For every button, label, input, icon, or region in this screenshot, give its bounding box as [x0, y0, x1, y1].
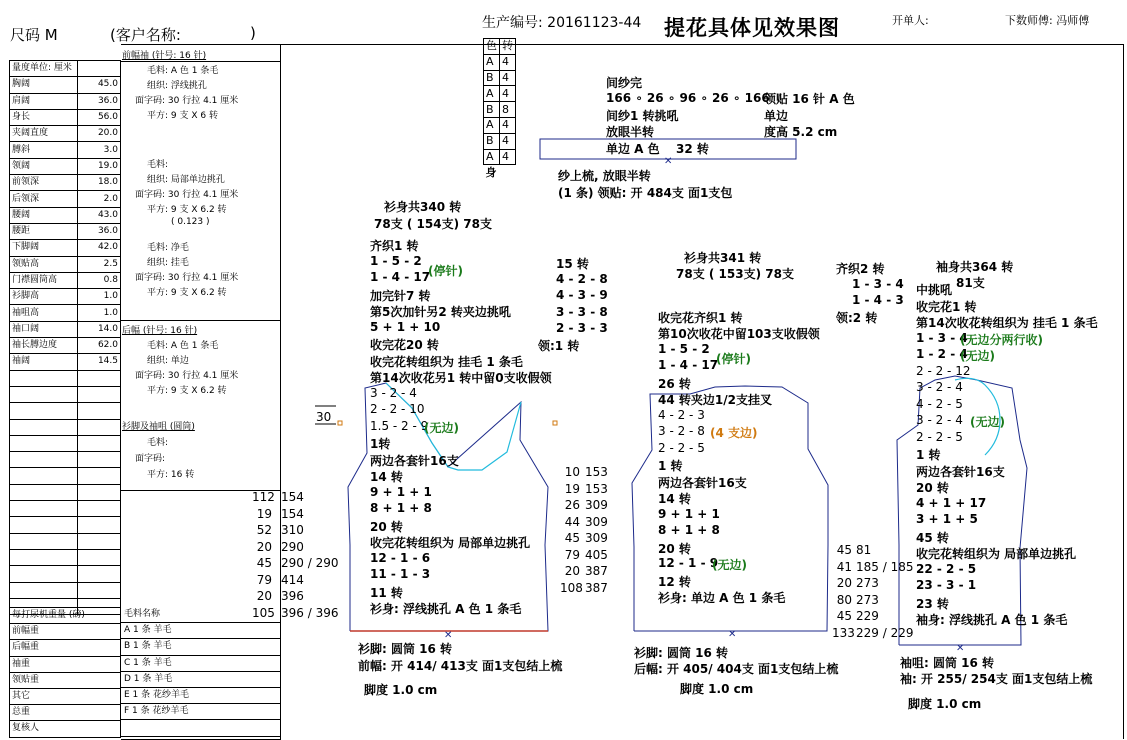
sleeve-hem: 袖咀: 圆筒 16 转	[900, 656, 995, 670]
front-step: 收完花转组织为 挂毛 1 条毛	[370, 355, 523, 369]
material-name: D 1 条 羊毛	[121, 671, 280, 687]
color-code: A	[484, 54, 500, 70]
stitch-count: 414	[281, 572, 304, 587]
sleeve-step: 45 转	[916, 531, 949, 545]
spec-label: 后领深	[10, 191, 78, 207]
hem-yarn: 毛料:	[147, 438, 169, 448]
designer-label: 下数师傅: 冯师傅	[1005, 14, 1090, 27]
spec-label: 肩阔	[10, 93, 78, 109]
spec-value: 45.0	[78, 77, 121, 93]
row-count-left: 10	[564, 465, 580, 479]
front-step: 2 - 2 - 10	[370, 402, 425, 416]
material-name: C 1 条 羊毛	[121, 655, 280, 671]
front-step: 14 转	[370, 470, 403, 484]
sec3-yarn: 毛料: 净毛	[147, 243, 189, 253]
row-count-left: 45	[836, 543, 852, 557]
front-step: 收完花转组织为 局部单边挑孔	[370, 536, 531, 550]
back-step: 8 + 1 + 8	[658, 523, 720, 537]
front-neck: 3 - 3 - 8	[556, 305, 608, 319]
collar-l3: 间纱1 转挑吼	[606, 109, 679, 123]
color-code: B	[484, 102, 500, 118]
back-step: 14 转	[658, 492, 691, 506]
row-count-left: 79	[256, 572, 272, 587]
stitch-count: 273	[856, 576, 879, 590]
color-grid-head: 色	[484, 39, 500, 55]
back-square: 平方: 9 支 X 6.2 转	[147, 386, 227, 396]
front-step: 20 转	[370, 520, 403, 534]
spec-label: 夹阔直度	[10, 126, 78, 142]
back-step: 衫身: 单边 A 色 1 条毛	[658, 591, 786, 605]
spec-value: 20.0	[78, 126, 121, 142]
collar-l1: 间纱完	[606, 76, 643, 90]
collar-b2: (1 条) 领贴: 开 484支 面1支包	[558, 186, 733, 200]
stitch-count: 290 / 290	[281, 556, 339, 570]
sleeve-hem: 脚度 1.0 cm	[908, 697, 982, 711]
spec-label: 腰距	[10, 223, 78, 239]
spec-label: 领贴高	[10, 256, 78, 272]
sec2-gauge: 面字码: 30 行拉 4.1 厘米	[135, 190, 239, 200]
collar-r3: 度高 5.2 cm	[764, 125, 838, 139]
spec-label: 膊斜	[10, 142, 78, 158]
sleeve-step: 1 - 4 - 3	[852, 293, 904, 307]
stitch-count: 387	[585, 564, 608, 578]
spec-label: 身长	[10, 109, 78, 125]
front-sleeve-title: 前幅袖 (针号: 16 针)	[122, 51, 207, 61]
front-step: 3 - 2 - 4	[370, 386, 417, 400]
spec-value: 0.8	[78, 272, 121, 288]
sleeve-total: 袖身共364 转	[936, 260, 1014, 274]
spec-value: 1.0	[78, 289, 121, 305]
back-hem: 衫脚: 圆筒 16 转	[634, 646, 729, 660]
spec-label: 袖阔	[10, 354, 78, 370]
row-count-left: 26	[564, 498, 580, 512]
front-neck: 4 - 2 - 8	[556, 272, 608, 286]
weight-label: 其它	[10, 688, 121, 704]
hem-title: 衫脚及袖咀 (圆筒)	[122, 422, 195, 432]
back-title: 后幅 (针号: 16 针)	[122, 326, 198, 336]
row-count-left: 112	[252, 490, 275, 504]
stitch-count: 310	[281, 523, 304, 537]
spec-value: 14.5	[78, 354, 121, 370]
row-count-left: 41	[836, 559, 852, 574]
sec2-ratio: ( 0.123 )	[171, 217, 210, 227]
spec-value: 42.0	[78, 240, 121, 256]
collar-r1: 领贴 16 针 A 色	[764, 92, 855, 106]
row-count: 4	[500, 133, 516, 149]
back-gauge: 面字码: 30 行拉 4.1 厘米	[135, 371, 239, 381]
sleeve-step: 4 + 1 + 17	[916, 496, 987, 510]
stitch-count: 185 / 185	[856, 559, 914, 574]
back-step: 12 转	[658, 575, 691, 589]
hem-gauge: 面字码:	[135, 454, 166, 464]
back-step: 1 - 4 - 17	[658, 358, 719, 372]
sleeve-step: 20 转	[916, 481, 949, 495]
row-count-left: 19	[256, 506, 272, 521]
weight-label: 每打尿机重量 (磅)	[10, 608, 121, 624]
sleeve-step: 收完花转组织为 局部单边挑孔	[916, 547, 1077, 561]
spec-value: 36.0	[78, 93, 121, 109]
sleeve-step: 1 - 2 - 4	[916, 347, 968, 361]
collar-l5b: 32 转	[676, 142, 709, 156]
sleeve-note: (无边)	[960, 349, 995, 363]
material-name: E 1 条 花纱羊毛	[121, 687, 280, 703]
front-step: 衫身: 浮线挑孔 A 色 1 条毛	[370, 602, 522, 616]
sleeve-step: 4 - 2 - 5	[916, 397, 963, 411]
sec2-square: 平方: 9 支 X 6.2 转	[147, 205, 227, 215]
collar-l2: 166 ∘ 26 ∘ 96 ∘ 26 ∘ 166	[606, 91, 770, 105]
row-count-left: 20	[256, 589, 272, 603]
client-label: (客户名称:	[110, 26, 181, 44]
row-count-left: 19	[564, 481, 580, 496]
back-step: 1 转	[658, 459, 683, 473]
collar-r2: 单边	[764, 109, 789, 123]
sleeve-note: (无边分两行收)	[960, 333, 1043, 347]
spec-value: 2.5	[78, 256, 121, 272]
row-count: 4	[500, 149, 516, 165]
front-marker-30: 30	[316, 410, 332, 424]
row-count-left: 45	[564, 531, 580, 545]
spec-value: 56.0	[78, 109, 121, 125]
row-count: 4	[500, 117, 516, 133]
issuer-label: 开单人:	[892, 14, 929, 27]
color-code: A	[484, 86, 500, 102]
sleeve-note: (无边)	[970, 415, 1005, 429]
row-count-left: 79	[564, 547, 580, 562]
weight-label: 复核人	[10, 721, 121, 737]
front-step: 1转	[370, 437, 391, 451]
color-grid-foot: 身	[485, 165, 497, 179]
row-count-left: 105	[252, 605, 275, 620]
back-note: (4 支边)	[710, 426, 758, 440]
spec-label: 前领深	[10, 175, 78, 191]
front-step: 8 + 1 + 8	[370, 501, 432, 515]
sleeve-step: 1 转	[916, 448, 941, 462]
spec-value: 43.0	[78, 207, 121, 223]
stitch-count: 154	[281, 506, 304, 521]
sleeve-step: 收完花1 转	[916, 300, 977, 314]
front-step: 齐织1 转	[370, 239, 419, 253]
row-count-left: 52	[256, 523, 272, 537]
sleeve-step: 2 - 2 - 5	[916, 430, 963, 444]
front-hem: 衫脚: 圆筒 16 转	[358, 642, 453, 656]
back-stitch: 组织: 单边	[147, 356, 189, 366]
spec-label: 袖咀高	[10, 305, 78, 321]
front-hem: 脚度 1.0 cm	[364, 683, 438, 697]
collar-l4: 放眼半转	[606, 125, 655, 139]
back-note: (停针)	[716, 352, 751, 366]
front-step: 1 - 5 - 2	[370, 254, 422, 268]
material-name: A 1 条 羊毛	[121, 623, 280, 639]
spec-value: 2.0	[78, 191, 121, 207]
collar-l5: 单边 A 色	[606, 142, 660, 156]
size-label: 尺码 M	[10, 26, 58, 44]
weight-label: 后幅重	[10, 640, 121, 656]
front-step: 1.5 - 2 - 9	[370, 419, 429, 433]
stitch-count: 396	[281, 589, 304, 603]
back-step: 2 - 2 - 5	[658, 441, 705, 455]
sec2-yarn: 毛料:	[147, 160, 169, 170]
front-step: 11 - 1 - 3	[370, 567, 431, 581]
sleeve-center-mark: ✕	[956, 643, 965, 654]
spec-label: 衫脚高	[10, 289, 78, 305]
front-yarn: 毛料: A 色 1 条毛	[147, 66, 219, 76]
sleeve-step: 3 - 2 - 4	[916, 380, 963, 394]
spec-label: 领阔	[10, 158, 78, 174]
front-gauge: 面字码: 30 行拉 4.1 厘米	[135, 96, 239, 106]
stitch-count: 153	[585, 465, 608, 479]
spec-value: 18.0	[78, 175, 121, 191]
sleeve-step: 23 - 3 - 1	[916, 578, 977, 592]
spec-value: 3.0	[78, 142, 121, 158]
front-neck: 15 转	[556, 257, 589, 271]
back-step: 第10次收花中留103支收假领	[658, 327, 820, 341]
sleeve-step: 中挑吼	[916, 283, 953, 297]
collar-b1: 纱上梳, 放眼半转	[558, 169, 651, 183]
front-total: 衫身共340 转	[384, 200, 462, 214]
front-note: (停针)	[428, 264, 463, 278]
back-step: 20 转	[658, 542, 691, 556]
row-count: 4	[500, 70, 516, 86]
sleeve-step: 3 + 1 + 5	[916, 512, 978, 526]
front-neck: 2 - 3 - 3	[556, 321, 608, 335]
back-split: 78支 ( 153支) 78支	[676, 267, 794, 281]
front-step: 第14次收花另1 转中留0支收假领	[370, 371, 552, 385]
spec-value: 36.0	[78, 223, 121, 239]
back-yarn: 毛料: A 色 1 条毛	[147, 341, 219, 351]
page-title: 提花具体见效果图	[664, 16, 840, 40]
stitch-count: 154	[281, 490, 304, 504]
sec3-stitch: 组织: 挂毛	[147, 258, 189, 268]
weight-label: 领贴重	[10, 672, 121, 688]
spec-value: 19.0	[78, 158, 121, 174]
stitch-count: 153	[585, 481, 608, 496]
spec-value: 1.0	[78, 305, 121, 321]
spec-label: 袖长膊边度	[10, 338, 78, 354]
row-count-left: 20	[256, 539, 272, 554]
spec-label: 腰阔	[10, 207, 78, 223]
back-center-mark: ✕	[728, 629, 737, 640]
hem-square: 平方: 16 转	[147, 470, 195, 480]
row-count-left: 108	[560, 580, 583, 595]
back-hem: 脚度 1.0 cm	[680, 682, 754, 696]
back-hem: 后幅: 开 405/ 404支 面1支包结上梳	[634, 662, 839, 676]
front-step: 5 + 1 + 10	[370, 320, 441, 334]
back-step: 44 转夹边1/2支挂叉	[658, 393, 772, 407]
spec-label: 量度单位: 厘米	[10, 61, 78, 77]
stitch-count: 309	[585, 531, 608, 545]
color-code: B	[484, 70, 500, 86]
back-note: (无边)	[712, 558, 747, 572]
spec-label: 下脚阔	[10, 240, 78, 256]
sleeve-step: 1 - 3 - 4	[916, 331, 968, 345]
back-step: 12 - 1 - 9	[658, 556, 719, 570]
color-code: A	[484, 117, 500, 133]
row-count-left: 20	[836, 576, 852, 590]
row-count-left: 45	[836, 609, 852, 623]
row-count-left: 133	[832, 625, 855, 640]
row-count-left: 45	[256, 556, 272, 570]
front-step: 12 - 1 - 6	[370, 551, 431, 565]
back-step: 两边各套针16支	[658, 476, 747, 490]
front-stitch: 组织: 浮线挑孔	[147, 81, 207, 91]
back-step: 4 - 2 - 3	[658, 408, 705, 422]
front-split: 78支 ( 154支) 78支	[374, 217, 492, 231]
stitch-count: 229 / 229	[856, 625, 914, 640]
back-step: 收完花齐织1 转	[658, 311, 743, 325]
stitch-count: 290	[281, 539, 304, 554]
weight-label: 袖重	[10, 656, 121, 672]
front-step: 9 + 1 + 1	[370, 485, 432, 499]
stitch-count: 273	[856, 592, 879, 607]
sleeve-step: 81支	[956, 276, 985, 290]
front-step: 第5次加针另2 转夹边挑吼	[370, 305, 511, 319]
front-note: (无边)	[424, 421, 459, 435]
material-name: 毛料名称	[121, 607, 280, 623]
row-count: 4	[500, 54, 516, 70]
stitch-count: 81	[856, 543, 872, 557]
sec2-stitch: 组织: 局部单边挑孔	[147, 175, 225, 185]
row-count: 8	[500, 102, 516, 118]
color-code: A	[484, 149, 500, 165]
front-step: 两边各套针16支	[370, 454, 459, 468]
sleeve-step: 23 转	[916, 597, 949, 611]
sleeve-step: 第14次收花转组织为 挂毛 1 条毛	[916, 316, 1098, 330]
sleeve-step: 齐织2 转	[836, 262, 885, 276]
back-total: 衫身共341 转	[684, 251, 762, 265]
back-step: 26 转	[658, 377, 691, 391]
stitch-count: 229	[856, 609, 879, 623]
back-step: 1 - 5 - 2	[658, 342, 710, 356]
front-step: 1 - 4 - 17	[370, 270, 431, 284]
back-step: 3 - 2 - 8	[658, 424, 705, 438]
front-neck: 领:1 转	[538, 339, 580, 353]
sleeve-step: 领:2 转	[836, 311, 878, 325]
client-close: )	[250, 24, 256, 42]
front-neck: 4 - 3 - 9	[556, 288, 608, 302]
stitch-count: 396 / 396	[281, 605, 339, 620]
row-count-left: 80	[836, 592, 852, 607]
sleeve-hem: 袖: 开 255/ 254支 面1支包结上梳	[900, 672, 1093, 686]
stitch-count: 387	[585, 580, 608, 595]
weight-label: 总重	[10, 705, 121, 721]
material-name: F 1 条 花纱羊毛	[121, 704, 280, 720]
collar-center-mark: ✕	[664, 156, 673, 167]
sleeve-step: 袖身: 浮线挑孔 A 色 1 条毛	[916, 613, 1068, 627]
row-count-left: 20	[564, 564, 580, 578]
sleeve-step: 1 - 3 - 4	[852, 277, 904, 291]
row-count-left: 44	[564, 514, 580, 529]
production-number: 生产编号: 20161123-44	[482, 15, 642, 31]
color-grid-head: 转	[500, 39, 516, 55]
sleeve-step: 2 - 2 - 12	[916, 364, 971, 378]
stitch-count: 309	[585, 514, 608, 529]
front-hem: 前幅: 开 414/ 413支 面1支包结上梳	[358, 659, 563, 673]
spec-label: 门襟圆筒高	[10, 272, 78, 288]
spec-value: 62.0	[78, 338, 121, 354]
sleeve-step: 3 - 2 - 4	[916, 413, 963, 427]
front-step: 11 转	[370, 586, 403, 600]
front-square: 平方: 9 支 X 6 转	[147, 111, 218, 121]
sec3-square: 平方: 9 支 X 6.2 转	[147, 288, 227, 298]
sleeve-step: 两边各套针16支	[916, 465, 1005, 479]
sec3-gauge: 面字码: 30 行拉 4.1 厘米	[135, 273, 239, 283]
front-step: 收完花20 转	[370, 338, 439, 352]
material-name: B 1 条 羊毛	[121, 639, 280, 655]
front-step: 加完针7 转	[370, 289, 431, 303]
spec-label: 袖口阔	[10, 321, 78, 337]
spec-value: 14.0	[78, 321, 121, 337]
back-step: 9 + 1 + 1	[658, 507, 720, 521]
spec-label: 胸阔	[10, 77, 78, 93]
stitch-count: 405	[585, 547, 608, 562]
weight-label: 前幅重	[10, 624, 121, 640]
color-code: B	[484, 133, 500, 149]
front-center-mark: ✕	[444, 630, 453, 641]
stitch-count: 309	[585, 498, 608, 512]
sleeve-step: 22 - 2 - 5	[916, 562, 977, 576]
row-count: 4	[500, 86, 516, 102]
